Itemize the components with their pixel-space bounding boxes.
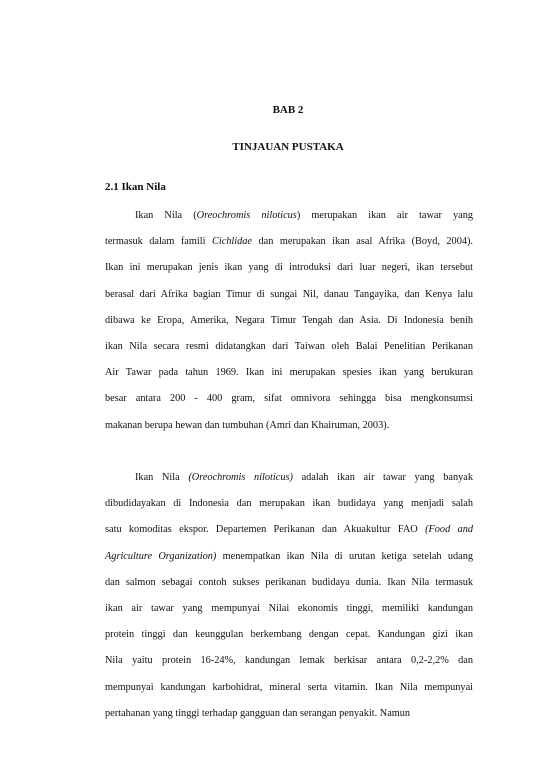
text-run: menempatkan ikan Nila di urutan ketiga setelah udang — [216, 550, 473, 562]
text-run: adalah ikan air tawar yang banyak — [292, 472, 473, 483]
text-line — [105, 366, 473, 392]
text-line — [105, 419, 473, 445]
text-line — [105, 523, 473, 549]
text-line — [105, 628, 473, 654]
text-run: Ikan Nila — [135, 472, 189, 483]
text-line — [105, 576, 473, 602]
text-line — [105, 707, 473, 733]
section-heading: 2.1 Ikan Nila — [105, 181, 166, 193]
italic-text-run: Agriculture Organization) — [105, 550, 217, 562]
chapter-title: TINJAUAN PUSTAKA — [232, 141, 344, 153]
text-run: Air Tawar pada tahun 1969. Ikan ini merupakan spesies ikan yang berukuran — [105, 367, 473, 379]
text-line — [105, 209, 473, 235]
text-run: pertahanan yang tinggi terhadap gangguan dan serangan penyakit. Namun — [105, 707, 411, 719]
text-line — [105, 235, 473, 261]
italic-text-run: Cichlidae — [211, 236, 253, 248]
text-run: Ikan Nila ( — [135, 210, 197, 221]
text-line — [105, 471, 473, 497]
text-run: dan salmon sebagai contoh sukses perikanan budidaya dunia. Ikan Nila termasuk — [105, 576, 473, 588]
text-line — [105, 654, 473, 680]
text-run: berasal dari Afrika bagian Timur di sungai Nil, danau Tangayika, dan Kenya lalu — [105, 288, 473, 300]
italic-text-run: (Food and — [425, 524, 473, 536]
paragraph-1 — [105, 209, 473, 445]
text-line — [105, 497, 473, 523]
text-run: dan merupakan ikan asal Afrika (Boyd, 2004). — [252, 236, 473, 248]
text-run: ikan air tawar yang mempunyai Nilai ekonomis tinggi, memiliki kandungan — [105, 602, 473, 614]
text-line — [105, 550, 473, 576]
text-run: makanan berupa hewan dan tumbuhan (Amri dan Khairuman, 2003). — [105, 419, 390, 431]
text-run: ) merupakan ikan air tawar yang — [296, 210, 473, 221]
text-run: satu komoditas ekspor. Departemen Perikanan dan Akuakultur FAO — [105, 524, 426, 536]
text-run: besar antara 200 - 400 gram, sifat omnivora sehingga bisa mengkonsumsi — [105, 393, 473, 405]
chapter-number: BAB 2 — [272, 104, 304, 116]
text-line — [105, 392, 473, 418]
italic-text-run: Oreochromis niloticus — [196, 210, 297, 221]
text-run: ikan Nila secara resmi didatangkan dari Taiwan oleh Balai Penelitian Perikanan — [105, 340, 473, 352]
text-line — [105, 314, 473, 340]
text-run: Ikan ini merupakan jenis ikan yang di introduksi dari luar negeri, ikan tersebut — [105, 262, 473, 274]
text-line — [105, 288, 473, 314]
text-run: Nila yaitu protein 16-24%, kandungan lemak berkisar antara 0,2-2,2% dan — [105, 655, 473, 667]
text-line — [105, 261, 473, 287]
text-run: protein tinggi dan keunggulan berkembang dengan cepat. Kandungan gizi ikan — [105, 629, 473, 641]
text-line — [105, 681, 473, 707]
text-run: mempunyai kandungan karbohidrat, mineral serta vitamin. Ikan Nila mempunyai — [105, 681, 473, 693]
text-run: dibudidayakan di Indonesia dan merupakan ikan budidaya yang menjadi salah — [105, 498, 473, 510]
text-run: termasuk dalam famili — [105, 236, 212, 248]
paragraph-2 — [105, 471, 473, 733]
text-line — [105, 602, 473, 628]
italic-text-run: (Oreochromis niloticus) — [188, 472, 293, 483]
text-line — [105, 340, 473, 366]
text-run: dibawa ke Eropa, Amerika, Negara Timur Tengah dan Asia. Di Indonesia benih — [105, 314, 473, 326]
